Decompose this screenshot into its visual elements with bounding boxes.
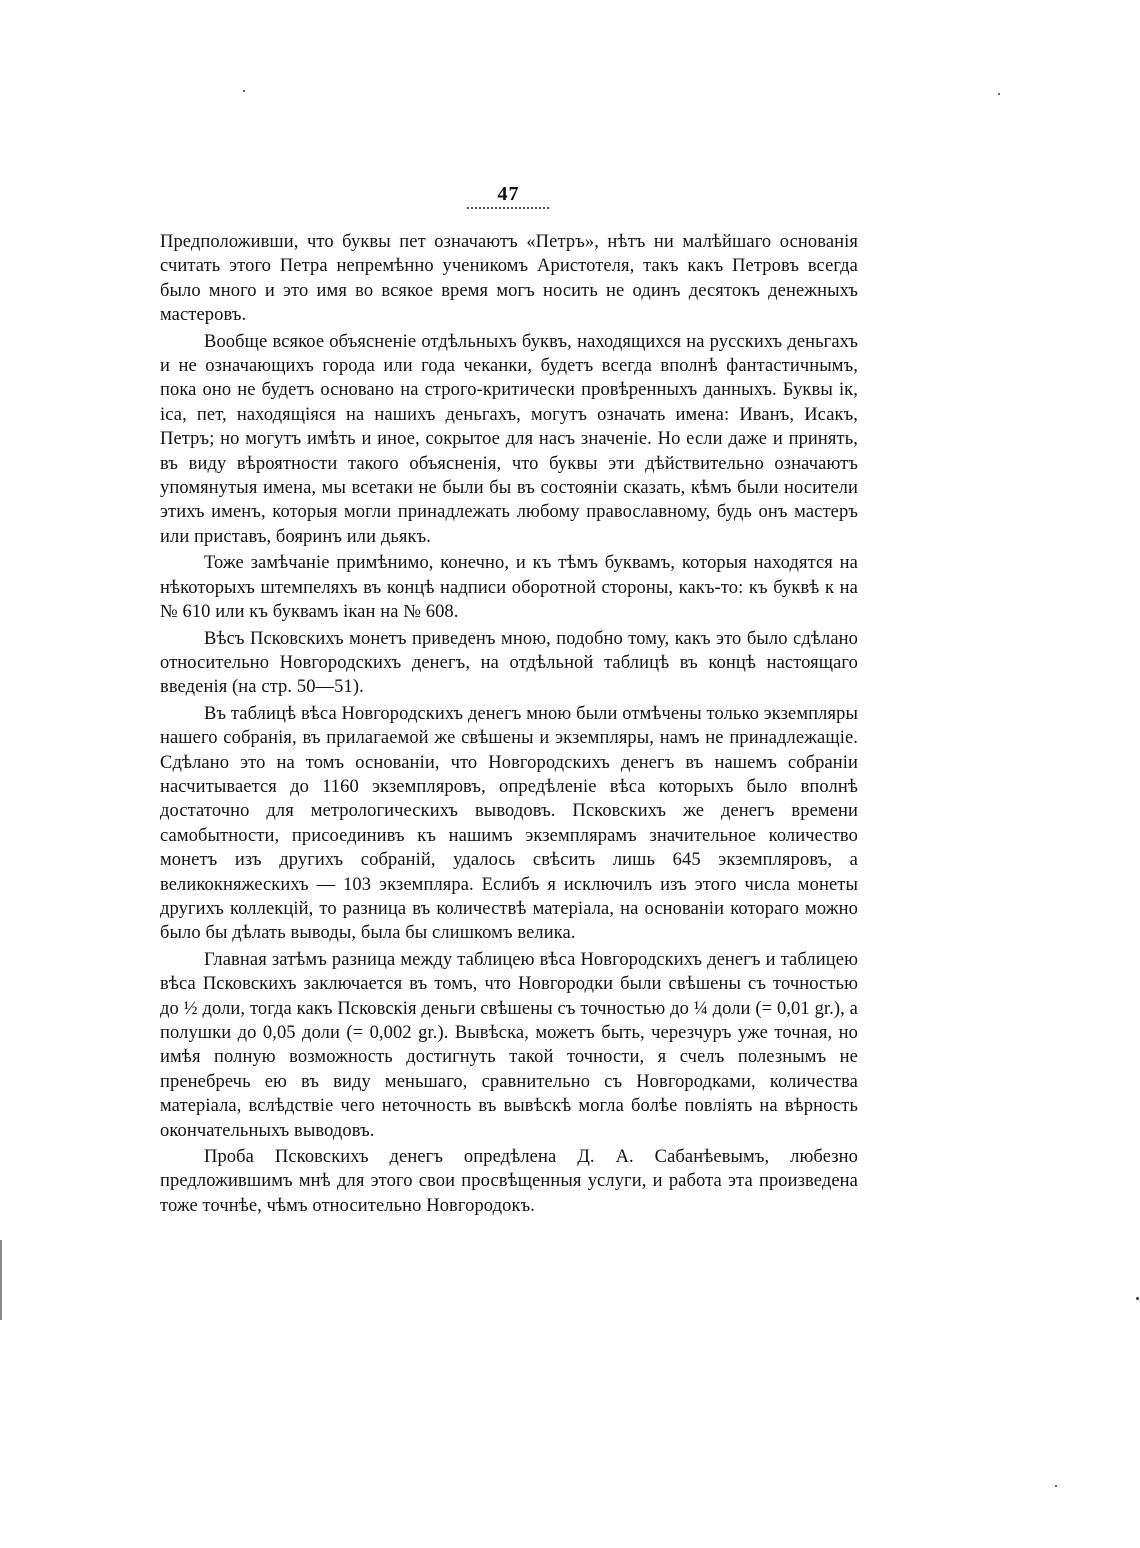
scan-edge-mark (0, 1240, 2, 1320)
paragraph-1: Предположивши, что буквы пет означаютъ «Петръ», нѣтъ ни малѣйшаго основанія считать этого Петра непремѣнно ученикомъ Аристотеля, такъ какъ Петровъ всегда было много и это имя во всякое время могъ носить не одинъ десятокъ денежныхъ мастеровъ. (160, 232, 858, 326)
paragraph-4: Вѣсъ Псковскихъ монетъ приведенъ мною, подобно тому, какъ это было сдѣлано относительно Новгородскихъ денегъ, на отдѣльной таблицѣ въ концѣ настоящаго введенія (на стр. 50—51). (160, 628, 858, 698)
paragraph-6: Главная затѣмъ разница между таблицею вѣса Новгородскихъ денегъ и таблицею вѣса Псковскихъ заключается въ томъ, что Новгородки были свѣшены съ точностью до ½ доли, тогда какъ Псковскія деньги свѣшены съ точностью до ¼ доли (= 0,01 gr.), а полушки до 0,05 доли (= 0,002 gr.). Вывѣска, можетъ быть, черезчуръ уже точная, но имѣя полную возможность достигнуть такой точности, я счелъ полезнымъ не пренебречь ею въ виду меньшаго, сравнительно съ Новгородками, количества матеріала, вслѣдствіе чего неточность въ вывѣскѣ могла болѣе повліять на вѣрность окончательныхъ выводовъ. (160, 949, 858, 1141)
scan-speck (1055, 1485, 1057, 1487)
scan-speck (1136, 1297, 1139, 1300)
paragraph-3: Тоже замѣчаніе примѣнимо, конечно, и къ тѣмъ буквамъ, которыя находятся на нѣкоторыхъ штемпеляхъ въ концѣ надписи оборотной стороны, какъ-то: къ буквѣ к на № 610 или къ буквамъ ікан на № 608. (160, 553, 858, 623)
page-number-rule (467, 207, 549, 209)
paragraph-2: Вообще всякое объясненіе отдѣльныхъ буквъ, находящихся на русскихъ деньгахъ и не означающихъ города или года чеканки, будетъ всегда вполнѣ фантастичнымъ, пока оно не будетъ основано на строго-критически провѣренныхъ данныхъ. Буквы ік, іса, пет, находящіяся на нашихъ деньгахъ, могутъ означать имена: Иванъ, Исакъ, Петръ; но могутъ имѣть и иное, сокрытое для насъ значеніе. Но если даже и принять, въ виду вѣроятности такого объясненія, что буквы эти дѣйствительно означаютъ упомянутыя имена, мы всетаки не были бы въ состояніи сказать, кѣмъ были носители этихъ именъ, которыя могли принадлежать любому православному, будь онъ мастеръ или приставъ, бояринъ или дьякъ. (160, 331, 858, 547)
paragraph-5: Въ таблицѣ вѣса Новгородскихъ денегъ мною были отмѣчены только экземпляры нашего собранія, въ прилагаемой же свѣшены и экземпляры, намъ не принадлежащіе. Сдѣлано это на томъ основаніи, что Новгородскихъ денегъ въ нашемъ собраніи насчитывается до 1160 экземпляровъ, опредѣленіе вѣса которыхъ было вполнѣ достаточно для метрологическихъ выводовъ. Псковскихъ же денегъ времени самобытности, присоединивъ къ нашимъ экземплярамъ значительное количество монетъ изъ другихъ собраній, удалось свѣсить лишь 645 экземпляровъ, а великокняжескихъ — 103 экземпляра. Еслибъ я исключилъ изъ этого числа монеты другихъ коллекцій, то разница въ количествѣ матеріала, на основаніи котораго можно было бы дѣлать выводы, была бы слишкомъ велика. (160, 703, 858, 944)
scan-speck (998, 93, 1000, 95)
text-block (160, 230, 858, 1218)
paragraph-7: Проба Псковскихъ денегъ опредѣлена Д. А. Сабанѣевымъ, любезно предложившимъ мнѣ для этого свои просвѣщенныя услуги, и работа эта произведена тоже точнѣе, чѣмъ относительно Новгородокъ. (160, 1147, 858, 1216)
page-number: 47 (497, 183, 520, 205)
scan-speck (243, 90, 245, 92)
